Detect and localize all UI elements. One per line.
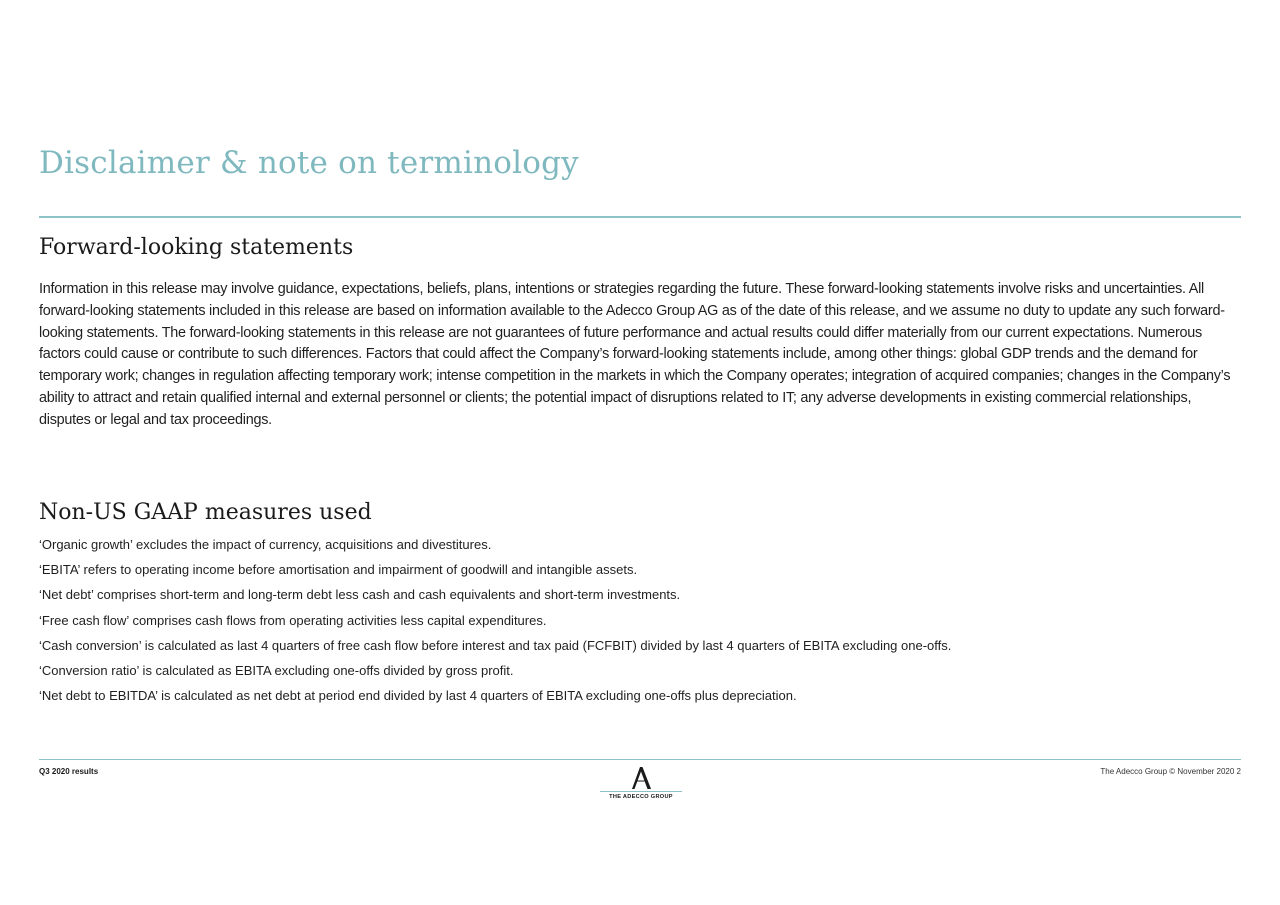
title-divider [39,216,1241,218]
forward-looking-paragraph: Information in this release may involve guidance, expectations, beliefs, plans, intentions or strategies regarding the future. These forward-looking statements involve risks and uncertainties. All forward-looking statements included in this release are based on information available to the Adecco Group AG as of the date of this release, and we assume no duty to update any such forward-looking statements. The forward-looking statements in this release are not guarantees of future performance and actual results could differ materially from our current expectations. Numerous factors could cause or contribute to such differences. Factors that could affect the Company’s forward-looking statements include, among other things: global GDP trends and the demand for temporary work; changes in regulation affecting temporary work; intense competition in the markets in which the Company operates; integration of acquired companies; changes in the Company’s ability to attract and retain qualified internal and external personnel or clients; the potential impact of disruptions related to IT; any adverse developments in existing commercial relationships, disputes or legal and tax proceedings. [39,281,1231,428]
definition-cash-conversion: ‘Cash conversion’ is calculated as last 4 quarters of free cash flow before interest and tax paid (FCFBIT) divided by last 4 quarters of EBITA excluding one-offs. [39,637,952,653]
footer-report-label: Q3 2020 results [39,767,99,776]
non-gaap-heading: Non-US GAAP measures used [39,500,372,525]
page-title: Disclaimer & note on terminology [39,145,579,181]
logo-divider [600,791,682,792]
company-logo [600,766,682,808]
footer-divider [39,759,1241,760]
logo-wordmark: THE ADECCO GROUP [609,794,673,800]
definition-net-debt-to-ebitda: ‘Net debt to EBITDA’ is calculated as net debt at period end divided by last 4 quarters of EBITA excluding one-offs plus depreciation. [39,688,797,704]
definition-free-cash-flow: ‘Free cash flow’ comprises cash flows from operating activities less capital expenditures. [39,612,547,628]
forward-looking-heading: Forward-looking statements [39,235,354,260]
definition-net-debt: ‘Net debt’ comprises short-term and long-term debt less cash and cash equivalents and short-term investments. [39,587,681,603]
definition-organic-growth: ‘Organic growth’ excludes the impact of currency, acquisitions and divestitures. [39,537,492,552]
non-gaap-definitions-list [39,534,951,710]
adecco-a-logo-icon [629,766,653,790]
footer-copyright-page: The Adecco Group © November 2020 2 [1100,767,1241,776]
definition-conversion-ratio: ‘Conversion ratio’ is calculated as EBITA excluding one-offs divided by gross profit. [39,662,514,678]
definition-ebita: ‘EBITA’ refers to operating income before amortisation and impairment of goodwill and intangible assets. [39,562,638,578]
